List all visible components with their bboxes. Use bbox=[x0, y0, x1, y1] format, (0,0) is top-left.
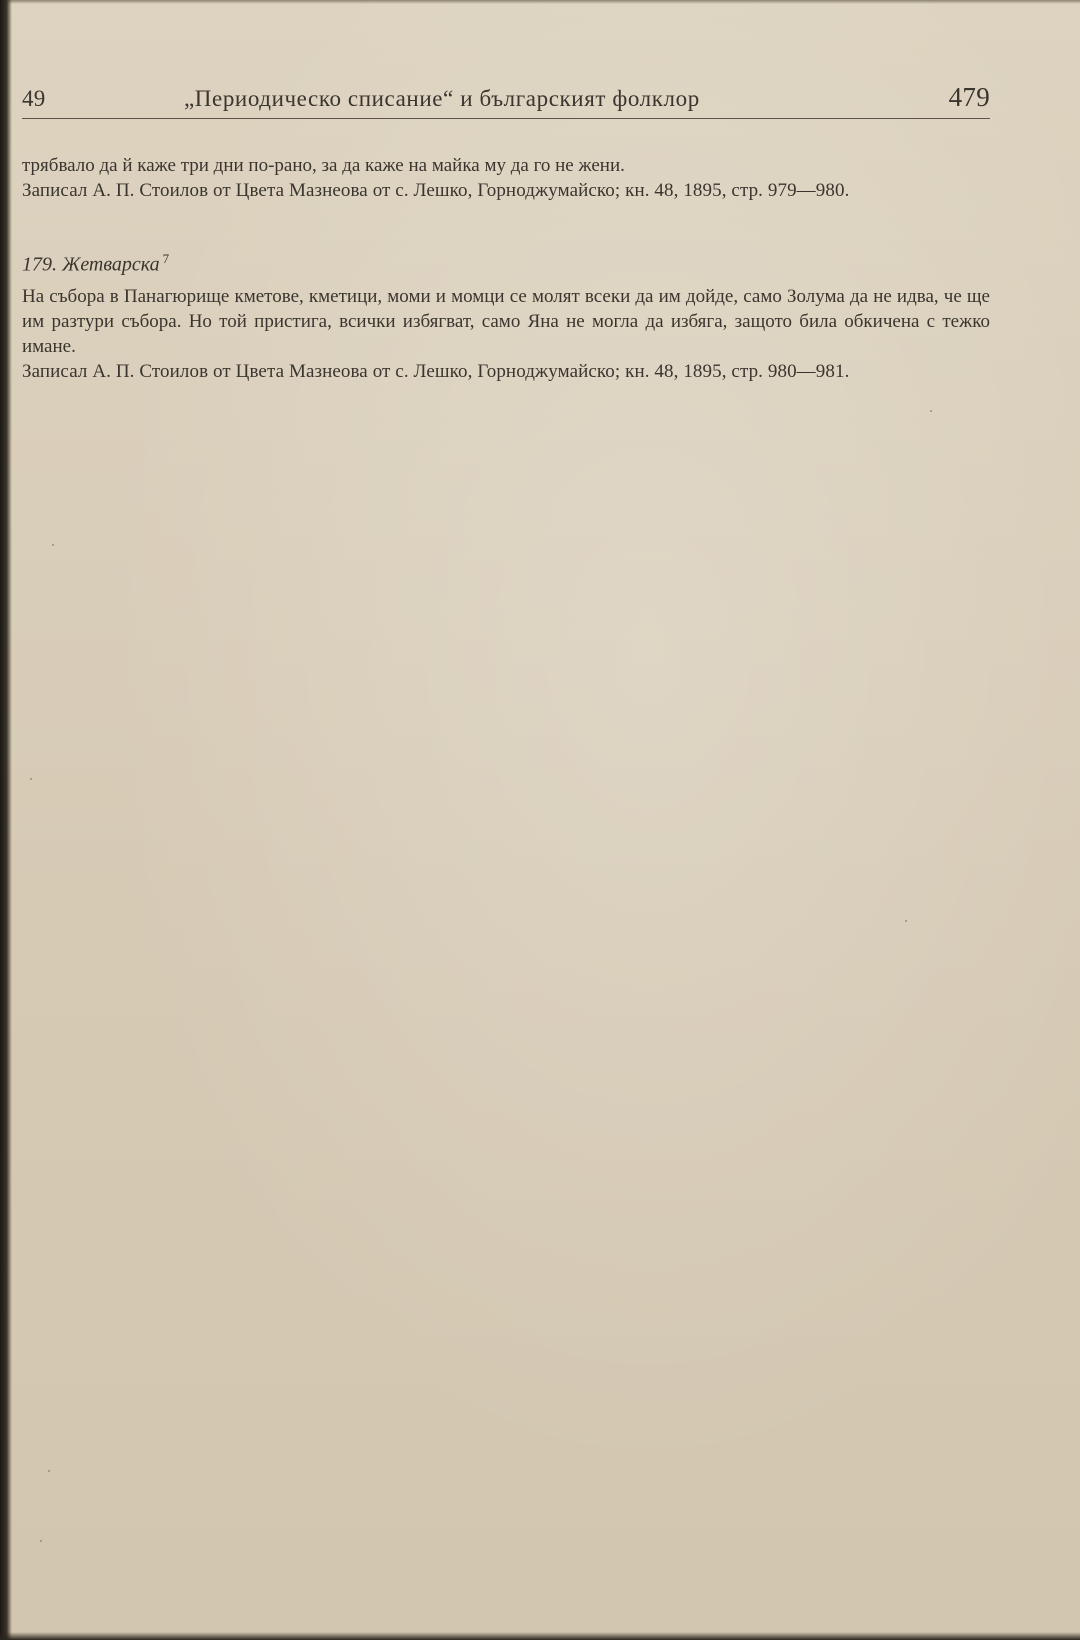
song-title: Жетварска bbox=[62, 253, 160, 276]
paper-speck bbox=[30, 778, 32, 780]
footnote-reference: 7 bbox=[162, 251, 170, 266]
song-summary-text: На събора в Панагюрище кметове, кметици, моми и момци се молят всеки да им дойде, само Золума да не идва, че ще им разтури събора. Но той пристига, всички избягват, само Яна не могла да избяга, защото била обкичена с тежко имане. bbox=[22, 285, 990, 357]
page-bottom-edge bbox=[0, 1632, 1080, 1640]
song-source-note: Записал А. П. Стоилов от Цвета Мазнеова от с. Лешко, Горноджумайско; кн. 48, 1895, стр. 980—981. bbox=[22, 360, 850, 382]
page-number-right: 479 bbox=[948, 82, 990, 112]
song-179-block bbox=[22, 246, 990, 384]
song-number: 179. bbox=[22, 253, 57, 276]
running-head bbox=[22, 82, 990, 116]
paper-speck bbox=[930, 410, 932, 412]
continuation-source-note: Записал А. П. Стоилов от Цвета Мазнеова от с. Лешко, Горноджумайско; кн. 48, 1895, стр. 979—980. bbox=[22, 180, 850, 201]
header-rule bbox=[22, 118, 990, 119]
paper-speck bbox=[905, 920, 907, 922]
paper-speck bbox=[40, 1540, 42, 1542]
binding-edge bbox=[0, 0, 12, 1640]
page-top-edge bbox=[0, 0, 1080, 4]
continuation-text: трябвало да й каже три дни по-рано, за да каже на майка му да го не жени. bbox=[22, 155, 625, 176]
page-number-left: 49 bbox=[22, 86, 46, 111]
paper-speck bbox=[48, 1470, 50, 1472]
paper-speck bbox=[52, 544, 54, 546]
running-head-title: „Периодическо списание“ и българският фолклор bbox=[184, 86, 700, 111]
continuation-block bbox=[22, 153, 990, 203]
song-heading bbox=[22, 246, 990, 278]
